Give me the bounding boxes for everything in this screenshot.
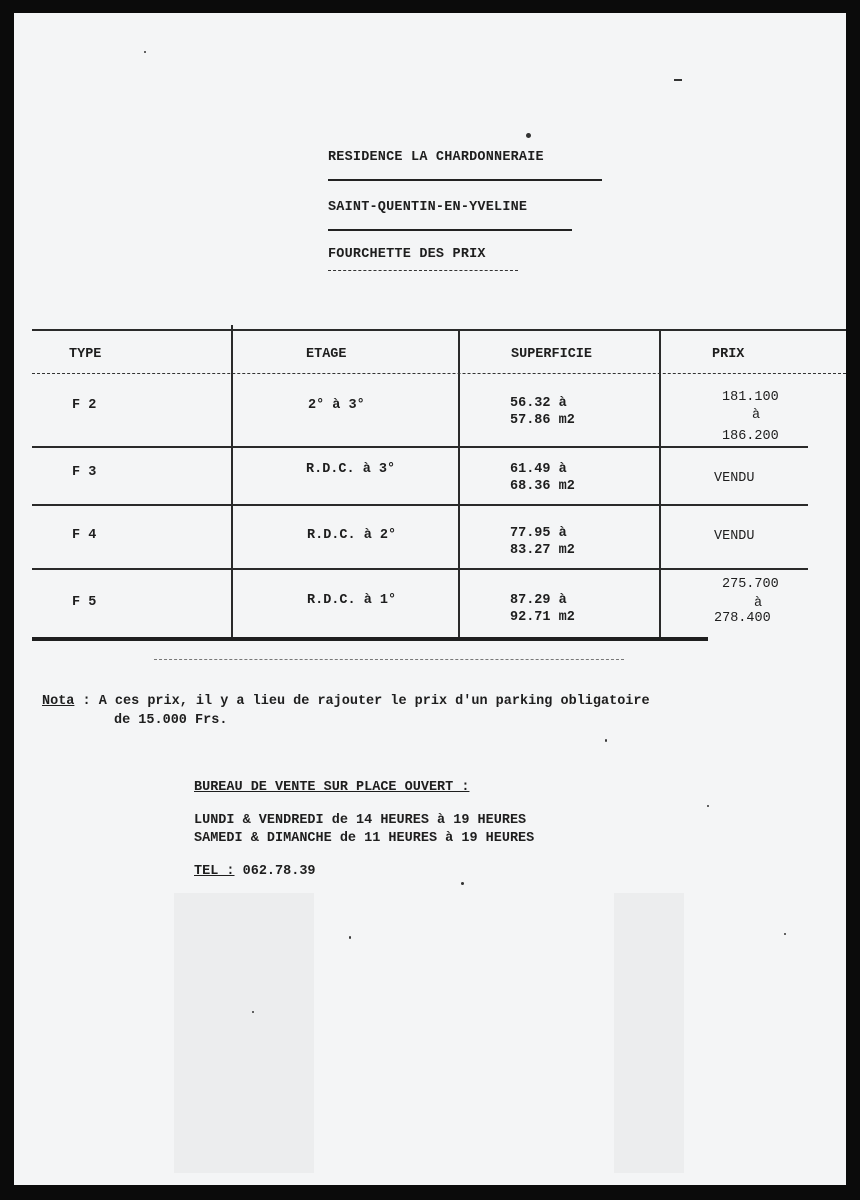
price-range-title: FOURCHETTE DES PRIX <box>328 247 486 262</box>
scan-speck <box>526 133 531 138</box>
column-header-prix: PRIX <box>712 347 745 362</box>
scan-speck <box>674 79 682 81</box>
cell-etage: R.D.C. à 2° <box>307 528 397 543</box>
table-bottom-border <box>32 637 708 641</box>
cell-superficie-to: 92.71 m2 <box>510 610 575 625</box>
telephone <box>194 864 316 879</box>
scan-speck <box>252 1011 254 1013</box>
scan-smudge <box>614 893 684 1173</box>
cell-prix-status: VENDU <box>714 529 755 544</box>
cell-superficie-to: 83.27 m2 <box>510 543 575 558</box>
nota-text: : A ces prix, il y a lieu de rajouter le prix d'un parking obligatoire <box>74 694 650 709</box>
scan-smudge <box>174 893 314 1173</box>
header-separator <box>32 373 846 374</box>
scan-speck <box>605 739 607 742</box>
column-divider <box>659 329 661 639</box>
cell-type: F 3 <box>72 465 97 480</box>
cell-superficie-to: 57.86 m2 <box>510 413 575 428</box>
location-underline <box>328 229 572 231</box>
cell-etage: 2° à 3° <box>308 398 365 413</box>
cell-prix-status: VENDU <box>714 471 755 486</box>
scan-speck <box>349 936 351 939</box>
column-header-superficie: SUPERFICIE <box>511 347 593 362</box>
row-separator <box>32 446 808 448</box>
cell-superficie-to: 68.36 m2 <box>510 479 575 494</box>
table-top-border <box>32 329 846 331</box>
title-underline <box>328 179 602 181</box>
hours-weekend: SAMEDI & DIMANCHE de 11 HEURES à 19 HEURES <box>194 831 535 846</box>
hours-weekday: LUNDI & VENDREDI de 14 HEURES à 19 HEURES <box>194 813 527 828</box>
nota-line-1 <box>42 694 650 709</box>
row-separator <box>32 568 808 570</box>
cell-type: F 5 <box>72 595 97 610</box>
location-title: SAINT-QUENTIN-EN-YVELINE <box>328 200 528 215</box>
residence-title: RESIDENCE LA CHARDONNERAIE <box>328 150 544 165</box>
scan-artifact-line <box>154 659 624 660</box>
scan-speck <box>461 882 464 885</box>
cell-etage: R.D.C. à 1° <box>307 593 397 608</box>
nota-label: Nota <box>42 694 75 709</box>
cell-prix-to: 186.200 <box>722 429 779 444</box>
price-range-underline <box>328 270 518 271</box>
cell-prix-to: 278.400 <box>714 611 771 626</box>
cell-superficie-from: 77.95 à <box>510 526 567 541</box>
scan-speck <box>784 933 786 935</box>
telephone-number: 062.78.39 <box>242 864 316 879</box>
column-header-etage: ETAGE <box>306 347 347 362</box>
scan-speck <box>144 51 146 53</box>
bureau-title: BUREAU DE VENTE SUR PLACE OUVERT : <box>194 780 470 795</box>
column-divider <box>458 329 460 639</box>
cell-type: F 2 <box>72 398 97 413</box>
column-header-type: TYPE <box>69 347 102 362</box>
scan-speck <box>707 805 709 807</box>
cell-prix-from: 181.100 <box>722 390 779 405</box>
cell-superficie-from: 56.32 à <box>510 396 567 411</box>
document-page <box>14 13 846 1185</box>
cell-prix-separator: à <box>754 596 763 611</box>
row-separator <box>32 504 808 506</box>
cell-prix-from: 275.700 <box>722 577 779 592</box>
cell-prix-separator: à <box>752 408 761 423</box>
telephone-label: TEL : <box>194 864 235 879</box>
cell-type: F 4 <box>72 528 97 543</box>
nota-line-2: de 15.000 Frs. <box>114 713 228 728</box>
cell-superficie-from: 61.49 à <box>510 462 567 477</box>
cell-superficie-from: 87.29 à <box>510 593 567 608</box>
cell-etage: R.D.C. à 3° <box>306 462 396 477</box>
